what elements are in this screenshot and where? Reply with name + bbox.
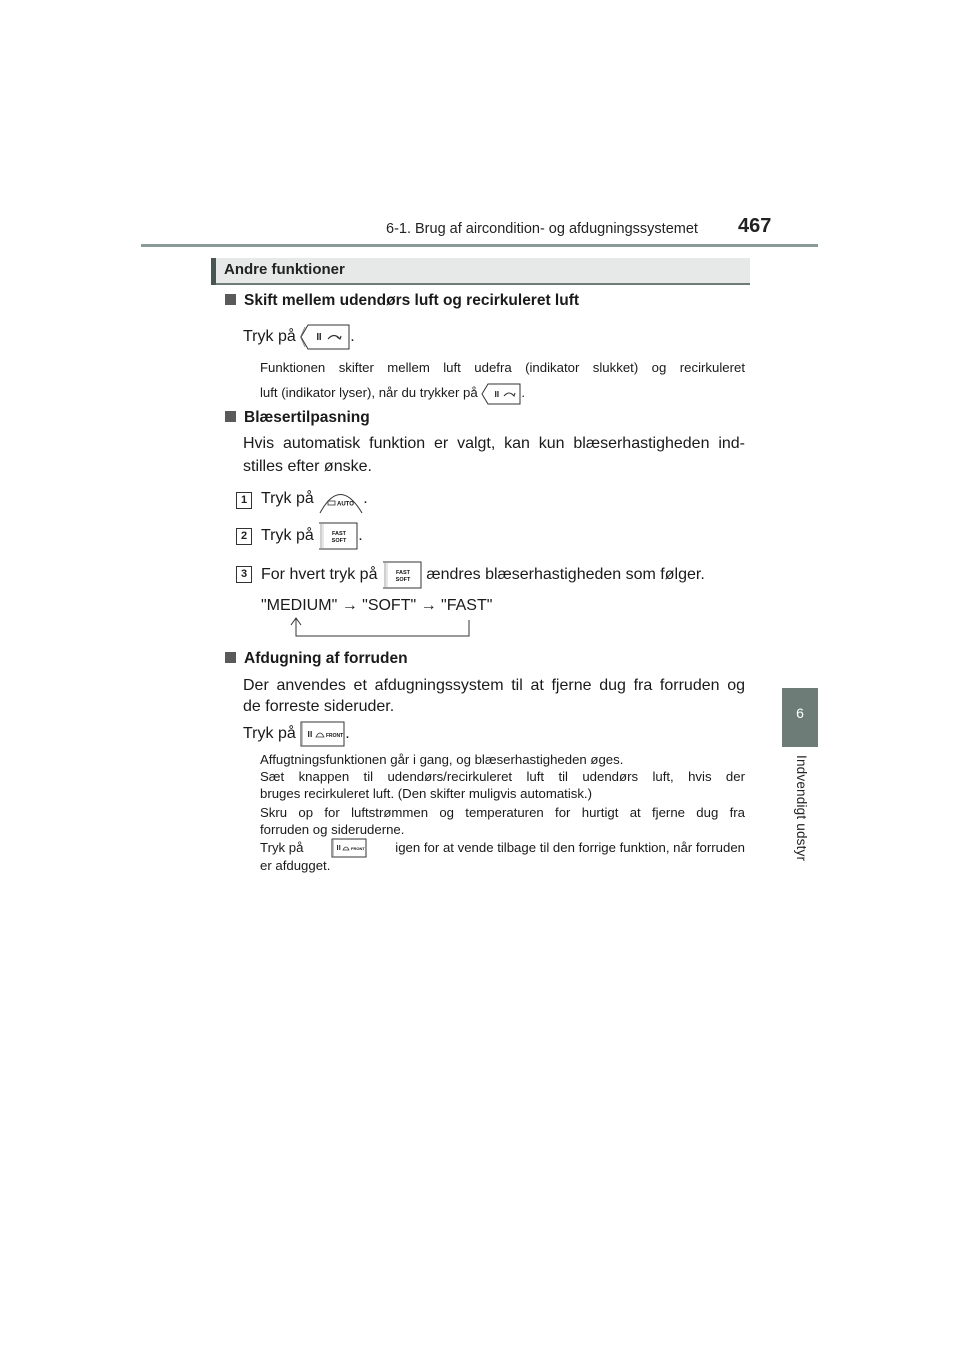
front-defroster-button-icon: [300, 721, 345, 747]
chapter-tab-label-text: Indvendigt udstyr: [794, 755, 809, 862]
fan-button-label-bottom: SOFT: [331, 537, 347, 544]
fan-speed-button-icon: [382, 561, 422, 589]
front-defroster-button-small-icon: [331, 838, 367, 858]
recirc-press-line: Tryk på .: [243, 323, 355, 351]
step-3-line: For hvert tryk på FAST SOFT ændres blæserhastigheden som følger.: [261, 560, 705, 590]
blower-desc-line1: Hvis automatisk funktion er valgt, kan kun blæserhastigheden ind-: [243, 435, 745, 452]
recirc-button-small-icon: [481, 383, 521, 405]
defog-note1: Affugtningsfunktionen går i gang, og blæserhastigheden øges.: [260, 752, 624, 767]
blower-desc-line2: stilles efter ønske.: [243, 458, 372, 475]
defog-note4-line2: er afdugget.: [260, 858, 331, 873]
square-bullet-icon: [225, 294, 236, 305]
defog-desc-line1: Der anvendes et afdugningssystem til at fjerne dug fra forruden og: [243, 677, 745, 694]
defog-note3-line1: Skru op for luftstrømmen og temperaturen for hurtigt at fjerne dug fra: [260, 805, 745, 820]
chapter-tab-label: [784, 755, 816, 915]
auto-button-icon: [318, 484, 363, 514]
step-number-2: 2: [236, 528, 252, 545]
defog-press-line: Tryk på FRONT .: [243, 720, 350, 748]
chapter-tab-number: 6: [782, 688, 818, 747]
step-number-3: 3: [236, 566, 252, 583]
fan-button-label-top: FAST: [332, 530, 347, 537]
defog-desc-line2: de forreste sideruder.: [243, 698, 395, 715]
page-number: 467: [738, 215, 772, 237]
section-heading-bar: [211, 258, 750, 285]
speed-sequence: "MEDIUM" → "SOFT" → "FAST": [261, 597, 493, 614]
defog-heading: Afdugning af forruden: [225, 650, 408, 668]
recirc-note-line1: Funktionen skifter mellem luft udefra (indikator slukket) og recirkuleret: [260, 360, 745, 375]
recirc-heading: Skift mellem udendørs luft og recirkuleret luft: [225, 292, 579, 310]
fan-button-label-bottom: SOFT: [395, 576, 411, 583]
defog-note3-line2: forruden og sideruderne.: [260, 822, 405, 837]
step-2-line: Tryk på FAST SOFT .: [261, 521, 363, 551]
auto-button-label: AUTO: [337, 501, 355, 508]
blower-heading: Blæsertilpasning: [225, 409, 370, 427]
sequence-loop-arrow-icon: [285, 615, 475, 639]
fan-button-label-top: FAST: [395, 569, 410, 576]
step-number-1: 1: [236, 492, 252, 509]
front-button-small-label: FRONT: [351, 846, 366, 851]
section-title: Andre funktioner: [224, 261, 345, 278]
square-bullet-icon: [225, 652, 236, 663]
defog-note4-line1: Tryk på FRONT igen for at vende tilbage til den forrige funktion, når forruden: [260, 837, 745, 859]
header-rule: [141, 244, 818, 247]
defog-note2-line1: Sæt knappen til udendørs/recirkuleret luft til udendørs luft, hvis der: [260, 769, 745, 784]
square-bullet-icon: [225, 411, 236, 422]
running-header-section: 6-1. Brug af aircondition- og afdugningssystemet: [386, 221, 698, 237]
recirc-note-line2: luft (indikator lyser), når du trykker på .: [260, 381, 525, 405]
step-1-line: Tryk på AUTO .: [261, 484, 368, 514]
front-button-label: FRONT: [326, 732, 344, 739]
fan-speed-button-icon: [318, 522, 358, 550]
recirc-button-icon: [300, 324, 350, 350]
defog-note2-line2: bruges recirkuleret luft. (Den skifter muligvis automatisk.): [260, 786, 592, 801]
